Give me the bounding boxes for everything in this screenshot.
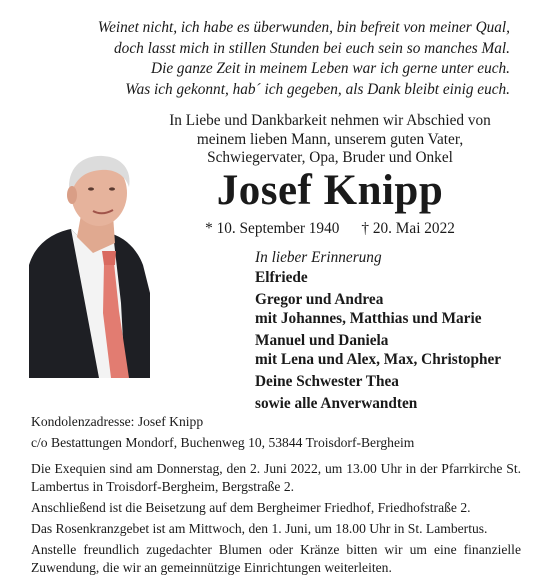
intro-line: Schwiegervater, Opa, Bruder und Onkel	[207, 149, 453, 166]
mourner-name: Manuel und Daniela	[255, 331, 389, 349]
farewell-intro	[120, 112, 540, 168]
mourner-name: mit Johannes, Matthias und Marie	[255, 310, 482, 328]
poem-line: Was ich gekonnt, hab´ ich gegeben, als Dank bleibt einig euch.	[125, 80, 510, 98]
poem-line: Die ganze Zeit in meinem Leben war ich gerne unter euch.	[151, 60, 510, 77]
mourner-name: Elfriede	[255, 269, 308, 286]
memory-heading: In lieber Erinnerung	[255, 249, 382, 266]
poem-line: Weinet nicht, ich habe es überwunden, bin befreit von meiner Qual,	[97, 19, 510, 36]
exequien-notice: Die Exequien sind am Donnerstag, den 2. Juni 2022, um 13.00 Uhr in der Pfarrkirche St. Lambertus in Troisdorf-Bergheim, Bergstraße 2.	[31, 461, 521, 494]
donation-notice: Anstelle freundlich zugedachter Blumen oder Kränze bitten wir um eine finanzielle Zuwendung, die wir an gemeinnützige Einrichtungen weiterleiten.	[31, 542, 521, 575]
poem	[30, 18, 510, 100]
mourner-name: Deine Schwester Thea	[255, 372, 399, 390]
mourner-name: Gregor und Andrea	[255, 290, 384, 308]
condolence-address	[31, 412, 414, 453]
burial-notice: Anschließend ist die Beisetzung auf dem Bergheimer Friedhof, Friedhofstraße 2.	[31, 500, 471, 515]
funeral-notices	[31, 460, 521, 580]
intro-line: In Liebe und Dankbarkeit nehmen wir Abschied von	[169, 112, 491, 129]
death-date: † 20. Mai 2022	[361, 220, 455, 237]
mourner-name: mit Lena und Alex, Max, Christopher	[255, 351, 502, 369]
intro-line: meinem lieben Mann, unserem guten Vater,	[196, 130, 464, 148]
deceased-name: Josef Knipp	[216, 167, 444, 214]
birth-date: * 10. September 1940	[205, 220, 340, 237]
mourner-name: sowie alle Anverwandten	[255, 394, 418, 412]
life-dates	[120, 219, 540, 239]
address-line: Kondolenzadresse: Josef Knipp	[31, 414, 204, 429]
rosary-notice: Das Rosenkranzgebet ist am Mittwoch, den 1. Juni, um 18.00 Uhr in St. Lambertus.	[31, 521, 488, 536]
address-line: c/o Bestattungen Mondorf, Buchenweg 10, 53844 Troisdorf-Bergheim	[31, 434, 415, 450]
poem-line: doch lasst mich in stillen Stunden bei euch sein so manches Mal.	[114, 39, 510, 57]
mourners-section	[255, 248, 501, 413]
